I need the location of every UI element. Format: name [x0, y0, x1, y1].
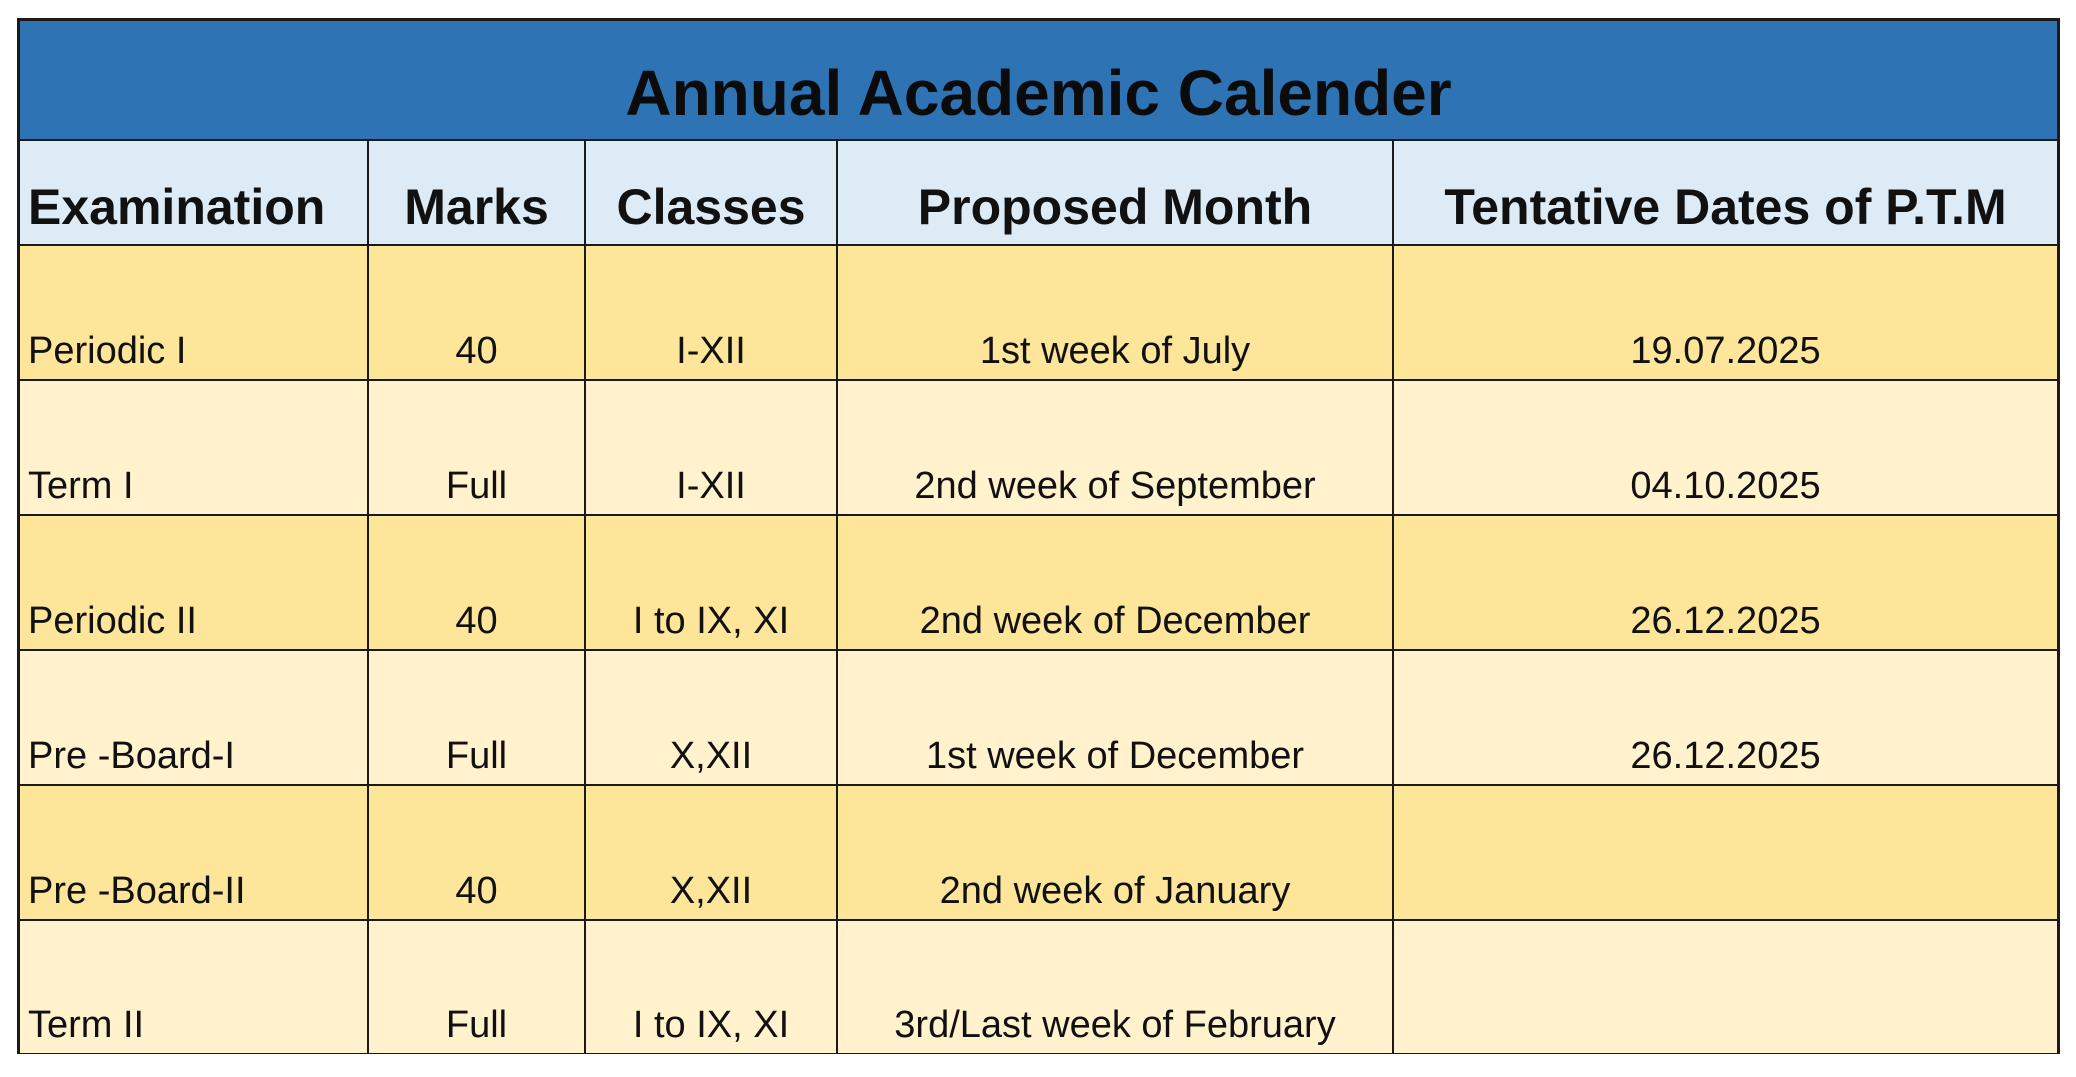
- header-classes: Classes: [585, 141, 837, 245]
- calendar-table: [20, 141, 2057, 1053]
- table-header: [20, 141, 2057, 245]
- cell-ptm-date: [1393, 785, 2057, 920]
- cell-proposed-month: 1st week of December: [837, 650, 1393, 785]
- header-ptm-dates: Tentative Dates of P.T.M: [1393, 141, 2057, 245]
- cell-examination: Periodic II: [20, 515, 368, 650]
- cell-examination: Pre -Board-II: [20, 785, 368, 920]
- cell-marks: Full: [368, 650, 585, 785]
- cell-examination: Term I: [20, 380, 368, 515]
- page-title: Annual Academic Calender: [625, 57, 1452, 129]
- cell-classes: X,XII: [585, 650, 837, 785]
- cell-classes: I-XII: [585, 245, 837, 380]
- cell-marks: Full: [368, 380, 585, 515]
- cell-proposed-month: 1st week of July: [837, 245, 1393, 380]
- cell-proposed-month: 2nd week of December: [837, 515, 1393, 650]
- cell-proposed-month: 3rd/Last week of February: [837, 920, 1393, 1053]
- cell-marks: 40: [368, 785, 585, 920]
- cell-classes: I to IX, XI: [585, 515, 837, 650]
- header-row: [20, 141, 2057, 245]
- table-body: [20, 245, 2057, 1053]
- cell-classes: I to IX, XI: [585, 920, 837, 1053]
- cell-classes: I-XII: [585, 380, 837, 515]
- table-row: [20, 920, 2057, 1053]
- cell-marks: 40: [368, 515, 585, 650]
- title-bar: [20, 21, 2057, 141]
- cell-marks: Full: [368, 920, 585, 1053]
- cell-marks: 40: [368, 245, 585, 380]
- cell-ptm-date: [1393, 920, 2057, 1053]
- header-examination: Examination: [20, 141, 368, 245]
- table-row: [20, 380, 2057, 515]
- cell-examination: Term II: [20, 920, 368, 1053]
- header-proposed-month: Proposed Month: [837, 141, 1393, 245]
- table-row: [20, 650, 2057, 785]
- cell-examination: Pre -Board-I: [20, 650, 368, 785]
- cell-ptm-date: 26.12.2025: [1393, 650, 2057, 785]
- calendar-sheet: [17, 18, 2060, 1054]
- table-row: [20, 785, 2057, 920]
- cell-ptm-date: 19.07.2025: [1393, 245, 2057, 380]
- cell-classes: X,XII: [585, 785, 837, 920]
- cell-ptm-date: 26.12.2025: [1393, 515, 2057, 650]
- cell-ptm-date: 04.10.2025: [1393, 380, 2057, 515]
- cell-examination: Periodic I: [20, 245, 368, 380]
- cell-proposed-month: 2nd week of September: [837, 380, 1393, 515]
- table-row: [20, 245, 2057, 380]
- table-row: [20, 515, 2057, 650]
- header-marks: Marks: [368, 141, 585, 245]
- cell-proposed-month: 2nd week of January: [837, 785, 1393, 920]
